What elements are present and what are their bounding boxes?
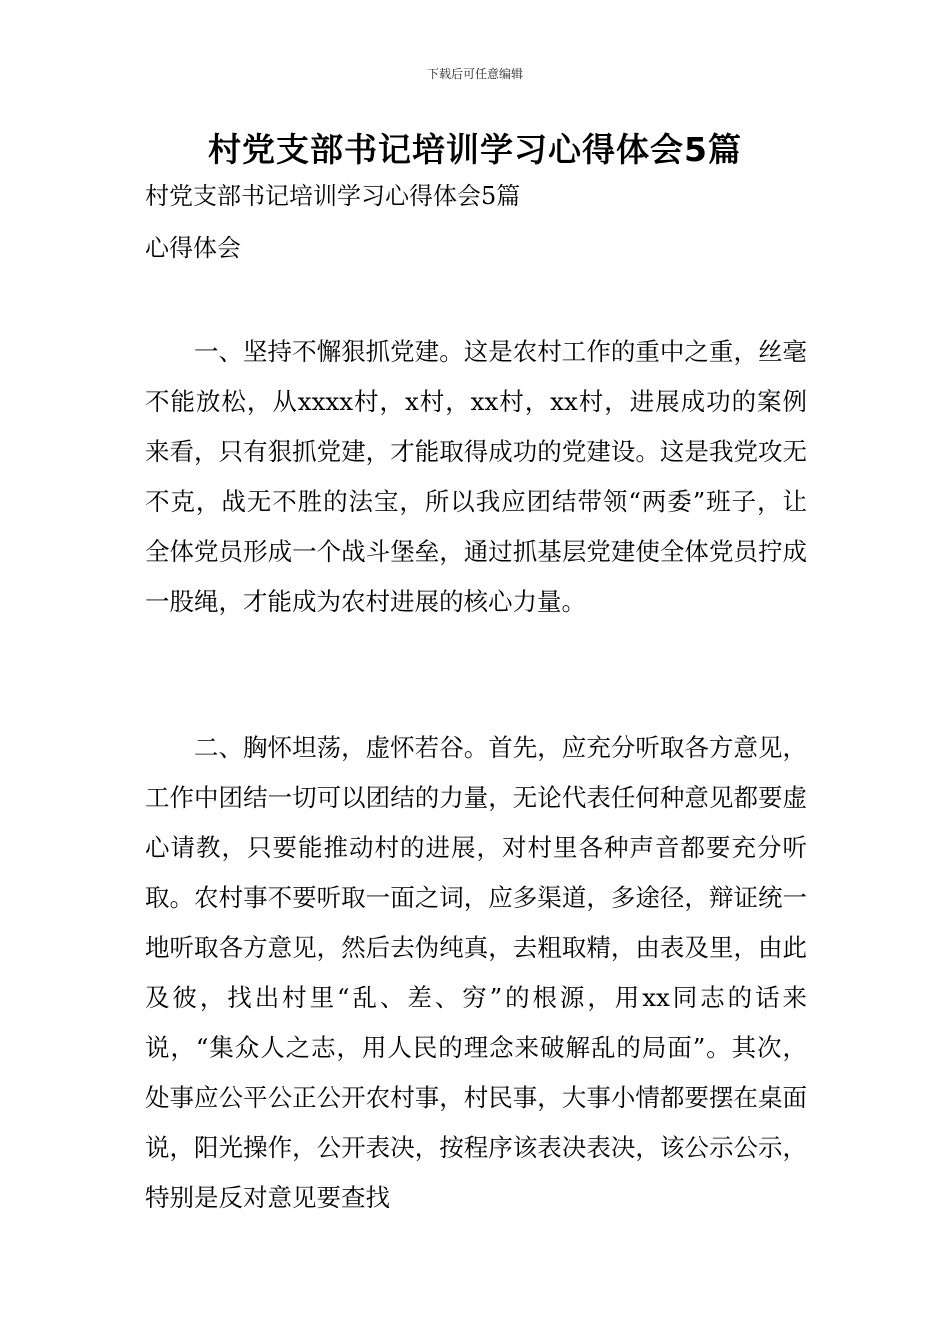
body-paragraph: 一、坚持不懈狠抓党建。这是农村工作的重中之重，丝毫不能放松，从xxxx村，x村，xx村，xx村，进展成功的案例来看，只有狠抓党建，才能取得成功的党建设。这是我党攻无不克，战无不胜的法宝，所以我应团结带领“两委”班子，让全体党员形成一个战斗堡垒，通过抓基层党建使全体党员拧成一股绳，才能成为农村进展的核心力量。 [145,337,807,616]
document-title: 村党支部书记培训学习心得体会5篇 [208,130,742,169]
document-subtitle: 村党支部书记培训学习心得体会5篇 [145,182,521,210]
body-paragraph: 二、胸怀坦荡，虚怀若谷。首先，应充分听取各方意见，工作中团结一切可以团结的力量，无论代表任何种意见都要虚心请教，只要能推动村的进展，对村里各种声音都要充分听取。农村事不要听取一面之词，应多渠道，多途径，辩证统一地听取各方意见，然后去伪纯真，去粗取精，由表及里，由此及彼，找出村里“乱、差、穷”的根源，用xx同志的话来说，“集众人之志，用人民的理念来破解乱的局面”。其次，处事应公平公正公开农村事，村民事，大事小情都要摆在桌面说，阳光操作，公开表决，按程序该表决表决，该公示公示，特别是反对意见要查找 [145,733,807,1212]
header-note: 下载后可任意编辑 [426,67,523,81]
document-category: 心得体会 [145,234,241,262]
